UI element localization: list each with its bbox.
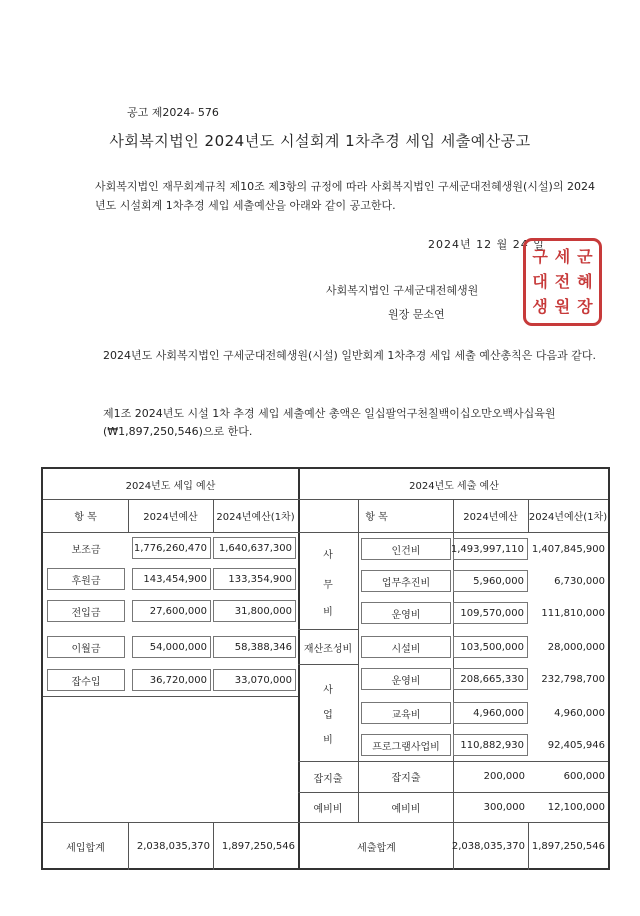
expense-total-label: 세출합계: [357, 842, 396, 854]
revenue-item-header: 항 목: [74, 512, 97, 523]
intro-text: 사회복지법인 재무회계규칙 제10조 제3항의 규정에 따라 사회복지법인 구세군대전혜생원(시설)의 2024년도 시설회계 1차추경 세입 세출예산을 아래와 같이 공고한다.: [95, 180, 595, 212]
revenue-budget-1st: 1,640,637,300: [213, 537, 296, 559]
revenue-budget-1st: 58,388,346: [213, 636, 296, 658]
expense-budget-1st: 600,000: [563, 770, 605, 782]
expense-budget-header: 2024년예산: [463, 512, 518, 523]
expense-group-contingency: 예비비: [313, 804, 343, 815]
page-title: 사회복지법인 2024년도 시설회계 1차추경 세입 세출예산공고: [109, 132, 531, 150]
expense-budget-1st: 28,000,000: [547, 641, 605, 653]
revenue-budget: 54,000,000: [132, 636, 211, 658]
budget-table: [41, 467, 610, 870]
revenue-budget: 1,776,260,470: [132, 537, 211, 559]
expense-group-project: 업: [323, 709, 333, 721]
revenue-budget-1st-header: 2024년예산(1차): [216, 512, 295, 523]
expense-group-misc: 잡지출: [313, 773, 343, 785]
seal-char: 원: [554, 296, 571, 316]
expense-item: 프로그램사업비: [361, 734, 451, 756]
expense-group-admin: 비: [323, 606, 333, 618]
revenue-budget: 143,454,900: [132, 568, 211, 590]
expense-item: 교육비: [361, 702, 451, 724]
revenue-item: 전입금: [47, 600, 125, 622]
notice-number: 공고 제2024- 576: [127, 106, 219, 119]
expense-budget-1st: 111,810,000: [541, 607, 605, 619]
revenue-item: 잡수입: [47, 669, 125, 691]
seal-char: 세: [554, 247, 571, 267]
expense-budget: 103,500,000: [453, 636, 528, 658]
expense-item: 잡지출: [391, 772, 421, 784]
expense-total-budget: 2,038,035,370: [451, 840, 525, 852]
director-name: 원장 문소연: [388, 308, 445, 321]
revenue-item: 후원금: [47, 568, 125, 590]
expense-item: 운영비: [361, 602, 451, 624]
seal-char: 혜: [577, 271, 593, 291]
expense-item: 예비비: [391, 803, 421, 815]
expense-budget: 110,882,930: [453, 734, 528, 756]
expense-group-project: 사: [323, 684, 333, 696]
expense-budget-1st: 4,960,000: [554, 707, 605, 719]
expense-budget-1st: 1,407,845,900: [531, 543, 605, 555]
seal-char: 대: [532, 271, 548, 291]
revenue-total-label: 세입합계: [66, 842, 105, 854]
expense-budget: 1,493,997,110: [453, 538, 528, 560]
revenue-total-budget-1st: 1,897,250,546: [221, 840, 295, 852]
revenue-item: 이월금: [47, 636, 125, 658]
seal-char: 구: [532, 247, 548, 267]
seal-char: 군: [577, 247, 593, 267]
revenue-budget: 27,600,000: [132, 600, 211, 622]
revenue-budget-1st: 31,800,000: [213, 600, 296, 622]
expense-budget: 300,000: [483, 801, 525, 813]
expense-item: 인건비: [361, 538, 451, 560]
seal-char: 장: [577, 296, 593, 316]
expense-budget: 208,665,330: [453, 668, 528, 690]
seal-char: 생: [532, 296, 548, 316]
revenue-budget-1st: 33,070,000: [213, 669, 296, 691]
revenue-budget: 36,720,000: [132, 669, 211, 691]
expense-budget-1st: 232,798,700: [541, 673, 605, 685]
announcement-date: 2024년 12 월 24 일: [428, 238, 545, 251]
expense-item-header: 항 목: [365, 512, 388, 523]
expense-budget-1st: 12,100,000: [547, 801, 605, 813]
expense-budget-1st: 92,405,946: [547, 739, 605, 751]
expense-budget: 4,960,000: [453, 702, 528, 724]
expense-budget: 109,570,000: [453, 602, 528, 624]
expense-group-admin: 무: [323, 579, 333, 591]
expense-budget-1st-header: 2024년예산(1차): [528, 512, 608, 523]
revenue-budget-1st: 133,354,900: [213, 568, 296, 590]
expense-item: 업무추진비: [361, 570, 451, 592]
revenue-item: 보조금: [71, 544, 101, 556]
expense-item: 운영비: [361, 668, 451, 690]
expense-budget: 5,960,000: [453, 570, 528, 592]
expense-budget-1st: 6,730,000: [554, 575, 605, 587]
expense-group-reserve: 재산조성비: [303, 643, 353, 655]
expense-item: 시설비: [361, 636, 451, 658]
budget-rule-paragraph: 2024년도 사회복지법인 구세군대전혜생원(시설) 일반회계 1차추경 세입 세출 예산총칙은 다음과 같다.: [103, 349, 596, 362]
official-seal: [523, 238, 602, 326]
article-1-paragraph: 제1조 2024년도 시설 1차 추경 세입 세출예산 총액은 일십팔억구천칠백이십오만오백사십육원(₩1,897,250,546)으로 한다.: [103, 407, 556, 438]
revenue-section-title: 2024년도 세입 예산: [125, 480, 216, 492]
expense-group-project: 비: [323, 734, 333, 746]
organization-name: 사회복지법인 구세군대전혜생원: [326, 284, 479, 297]
seal-char: 전: [554, 271, 571, 291]
expense-group-admin: 사: [323, 549, 333, 561]
expense-total-budget-1st: 1,897,250,546: [531, 840, 605, 852]
expense-budget: 200,000: [483, 770, 525, 782]
expense-section-title: 2024년도 세출 예산: [409, 480, 499, 492]
revenue-total-budget: 2,038,035,370: [136, 840, 210, 852]
revenue-budget-header: 2024년예산: [143, 512, 198, 523]
